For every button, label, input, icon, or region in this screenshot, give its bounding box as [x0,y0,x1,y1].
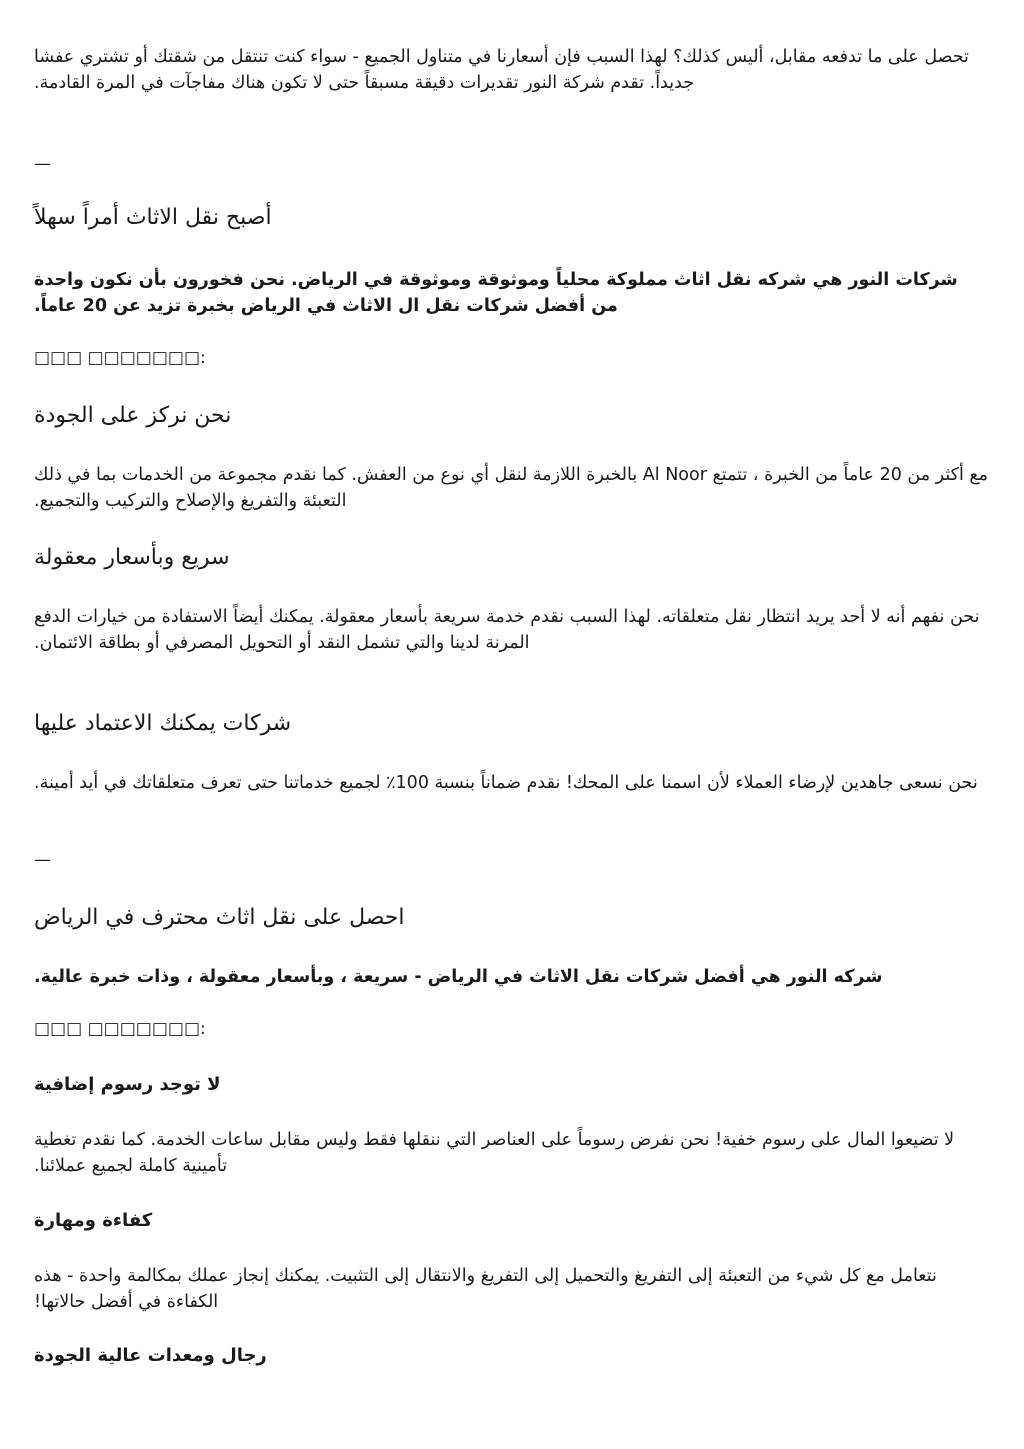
subheading-efficiency: كفاءة ومهارة [34,1210,153,1231]
separator: — [34,850,51,870]
intro-paragraph: تحصل على ما تدفعه مقابل، أليس كذلك؟ لهذا السبب فإن أسعارنا في متناول الجميع - سواء كنت تنتقل من شقتك أو تشتري عفشا جديداً. تقدم شركة النور تقديرات دقيقة مسبقاً حتى لا تكون هناك مفاجآت في المرة القادمة. [34,47,969,93]
subheading-equipment: رجال ومعدات عالية الجودة [34,1345,267,1366]
paragraph-no-fees: لا تضيعوا المال على رسوم خفية! نحن نفرض رسوماً على العناصر التي ننقلها فقط وليس مقابل ساعات الخدمة. كما نقدم تغطية تأمينية كاملة لجميع عملائنا. [34,1130,955,1176]
paragraph-efficiency: نتعامل مع كل شيء من التعبئة إلى التفريغ والتحميل إلى التفريغ والانتقال إلى التثبيت. يمكنك إنجاز عملك بمكالمة واحدة - هذه الكفاءة في أفضل حالاتها! [34,1266,937,1312]
heading-fast: سريع وبأسعار معقولة [34,545,230,570]
paragraph-fast: نحن نفهم أنه لا أحد يريد انتظار نقل متعلقاته. لهذا السبب نقدم خدمة سريعة بأسعار معقولة. يمكنك أيضاً الاستفادة من خيارات الدفع المرنة لدينا والتي تشمل النقد أو التحويل المصرفي أو بطاقة الائتمان. [34,607,980,653]
paragraph-trust: نحن نسعى جاهدين لإرضاء العملاء لأن اسمنا على المحك! نقدم ضماناً بنسبة 100٪ لجميع خدماتنا حتى تعرف متعلقاتك في أيد أمينة. [34,773,978,793]
separator: — [34,154,51,174]
heading-quality: نحن نركز على الجودة [34,403,232,428]
company-intro-bold: شركات النور هي شركه نقل اثاث مملوكة محلياً وموثوقة وموثوقة في الرياض. نحن فخورون بأن نكون واحدة من أفضل شركات نقل ال الاثاث في الرياض بخبرة تزيد عن 20 عاماً. [34,270,958,316]
heading-easy-move: أصبح نقل الاثاث أمراً سهلاً [34,205,272,230]
heading-trust: شركات يمكنك الاعتماد عليها [34,711,292,736]
subheading-no-fees: لا توجد رسوم إضافية [34,1074,221,1095]
paragraph-quality: مع أكثر من 20 عاماً من الخبرة ، تتمتع Al Noor بالخبرة اللازمة لنقل أي نوع من العفش. كما نقدم مجموعة من الخدمات بما في ذلك التعبئة والتفريغ والإصلاح والتركيب والتجميع. [34,465,989,511]
placeholder-label: □□□ □□□□□□□: [34,348,206,368]
best-company-bold: شركه النور هي أفضل شركات نقل الاثاث في الرياض - سريعة ، وبأسعار معقولة ، وذات خبرة عالية. [34,967,883,987]
placeholder-label: □□□ □□□□□□□: [34,1019,206,1039]
heading-professional: احصل على نقل اثاث محترف في الرياض [34,905,405,930]
